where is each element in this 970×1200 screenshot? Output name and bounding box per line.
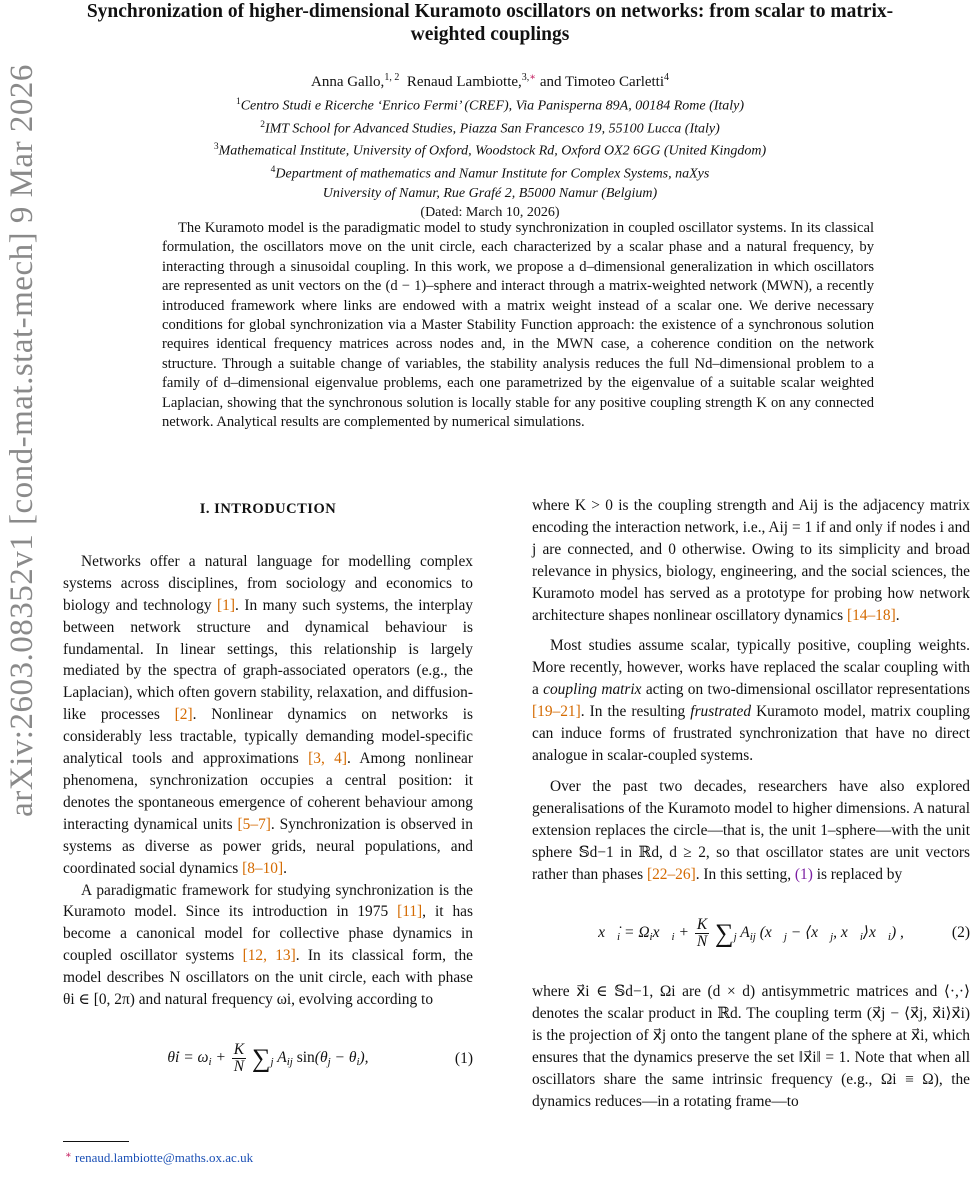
citation[interactable]: [1] <box>217 596 235 614</box>
citation[interactable]: [5–7] <box>237 815 271 833</box>
right-column <box>532 495 970 1113</box>
equation-2: $x⃗̇_i$ = $\Omega_ix⃗_i$ + $\frac{K}{N}$ $\sum_j$ $A_{ij}$ ($x⃗_j$ − $⟨x⃗_j$, $x⃗_i⟩x⃗_i$) , (2) <box>598 915 970 950</box>
author-1: Anna Gallo, <box>310 74 385 90</box>
citation[interactable]: [19–21] <box>532 703 581 721</box>
section-heading: I. INTRODUCTION <box>199 501 337 517</box>
equation-1-number: (1) <box>454 1049 473 1067</box>
citation[interactable]: [2] <box>174 706 193 724</box>
equation-reference[interactable]: (1) <box>794 865 813 883</box>
citation[interactable]: [14–18] <box>846 606 896 624</box>
footnote-mark: ∗ <box>65 1150 72 1161</box>
abstract: The Kuramoto model is the paradigmatic model to study synchronization in coupled oscillator systems. In its classical formulation, the oscillators move on the unit circle, each characterized by a scalar phase and a natural frequency, by interacting through a sinusoidal coupling. In this work, we propose a d–dimensional generalization in which oscillators are represented as unit vectors on the (d − 1)–sphere and interact through a matrix-weighted network (MWN), a recently introduced framework where links are endowed with a matrix weight instead of a scalar one. We derive necessary conditions for global synchronization via a Master Stability Function approach: the existence of a synchronous solution requires identical frequency matrices across nodes and, in the MWN case, a coherence condition on the network structure. Through a suitable change of variables, the stability analysis reduces the full Nd–dimensional problem to a family of d–dimensional eigenvalue problems, each one parametrized by the eigenvalue of a suitable scalar weighted Laplacian, showing that the synchronous solution is locally stable for any positive coupling strength K on any connected network. Analytical results are complemented by numerical simulations. <box>162 220 874 431</box>
left-column <box>63 495 473 1107</box>
author-2-affil: 3, <box>521 72 530 83</box>
intro-paragraph-2: A paradigmatic framework for studying synchronization is the Kuramoto model. Since its introduction in 1975 [11], it has become a canonical model for collective phase dynamics in coupled oscillator systems [12, 13]. In its classical form, the model describes N oscillators on the unit circle, each with phase θi ∈ [0, 2π) and natural frequency ωi, evolving according to <box>63 881 473 1009</box>
author-list <box>60 68 920 92</box>
equation-1: θ̇i = $\omega_i$ + $\frac{K}{N}$ $\sum_j$ $A_{ij}$ $\sin(\theta_j - \theta_i)$, (1) <box>167 1041 473 1076</box>
citation[interactable]: [8–10] <box>242 859 284 877</box>
citation[interactable]: [12, 13] <box>242 947 296 965</box>
author-and: and <box>539 74 562 90</box>
affiliation-1: $^1$Centro Studi e Ricerche ‘Enrico Fermi’ (CREF), Via Panisperna 89A, 00184 Rome (Italy) <box>235 97 745 114</box>
arxiv-stamp <box>2 63 42 817</box>
paragraph-higher-dim: Over the past two decades, researchers have also explored generalisations of the Kuramoto model to higher dimensions. A natural extension replaces the circle—that is, the unit 1–sphere—with the unit sphere 𝕊d−1 in ℝd, d ≥ 2, so that oscillator states are unit vectors rather than phases [22–26]. In this setting, (1) is replaced by <box>532 777 970 883</box>
paragraph-matrix-coupling: Most studies assume scalar, typically positive, coupling weights. More recently, however, works have replaced the scalar coupling with a coupling matrix acting on two-dimensional oscillator representations [19–21]. In the resulting frustrated Kuramoto model, matrix coupling can induce forms of frustrated synchronization that have no direct analogue in scalar-coupled systems. <box>532 637 970 764</box>
paper-title: Synchronization of higher-dimensional Kuramoto oscillators on networks: from scalar to matrix-weighted couplings <box>86 1 894 45</box>
author-3-affil: 4 <box>664 72 670 83</box>
affiliation-4-cont: University of Namur, Rue Grafé 2, B5000 Namur (Belgium) <box>322 185 658 201</box>
equation-2-number: (2) <box>951 924 970 942</box>
citation[interactable]: [3, 4] <box>308 750 347 768</box>
citation[interactable]: [11] <box>397 903 423 921</box>
affiliation-4: $^4$Department of mathematics and Namur Institute for Complex Systems, naXys <box>270 164 710 182</box>
date-line: (Dated: March 10, 2026) <box>420 204 560 220</box>
author-3: Timoteo Carletti <box>564 74 665 90</box>
author-2: Renaud Lambiotte, <box>406 74 522 90</box>
arxiv-stamp-text: arXiv:2603.08352v1 [cond-mat.stat-mech] 9 Mar 2026 <box>3 63 40 817</box>
footnote-rule <box>63 1141 129 1142</box>
paragraph-coupling: where K > 0 is the coupling strength and Aij is the adjacency matrix encoding the interaction network, i.e., Aij = 1 if and only if nodes i and j are connected, and 0 otherwise. Owing to its simplicity and broad relevance in physics, biology, engineering, and the social sciences, the Kuramoto model has served as a prototype for probing how network architecture shapes nonlinear oscillatory dynamics [14–18]. <box>532 497 970 624</box>
affiliations <box>60 93 920 222</box>
email-link[interactable]: renaud.lambiotte@maths.ox.ac.uk <box>75 1150 254 1165</box>
intro-paragraph-1: Networks offer a natural language for modelling complex systems across disciplines, from sociology and economics to biology and technology [1]. In many such systems, the interplay between network structure and dynamical behaviour is fundamental. In linear settings, this relationship is largely mediated by the spectra of graph-associated operators (e.g., the Laplacian), which often govern stability, relaxation, and diffusion-like processes [2]. Nonlinear dynamics on networks is considerably less tractable, typically demanding model-specific analytical tools and approximations [3, 4]. Among nonlinear phenomena, synchronization occupies a central position: it denotes the spontaneous emergence of coherent behaviour among interacting dynamical units [5–7]. Synchronization is observed in systems as diverse as power grids, neural populations, and coordinated social dynamics [8–10]. <box>63 552 473 877</box>
affiliation-3: $^3$Mathematical Institute, University of Oxford, Woodstock Rd, Oxford OX2 6GG (United Kingdom) <box>213 142 767 159</box>
citation[interactable]: [22–26] <box>646 865 696 883</box>
footnote <box>65 1148 253 1166</box>
paragraph-definitions: where x⃗i ∈ 𝕊d−1, Ωi are (d × d) antisymmetric matrices and ⟨·,·⟩ denotes the scalar product in ℝd. The coupling term (x⃗j − ⟨x⃗j, x⃗i⟩x⃗i) is the projection of x⃗j onto the tangent plane of the sphere at x⃗i, which ensures that the dynamics preserve the set ‖x⃗i‖ = 1. Note that when all oscillators share the same intrinsic frequency (e.g., Ωi ≡ Ω), the dynamics reduces—in a rotating frame—to <box>532 983 970 1110</box>
affiliation-2: $^2$IMT School for Advanced Studies, Piazza San Francesco 19, 55100 Lucca (Italy) <box>260 119 720 137</box>
author-1-affil: 1, 2 <box>384 72 400 83</box>
corresponding-author-mark[interactable]: ∗ <box>529 72 537 83</box>
